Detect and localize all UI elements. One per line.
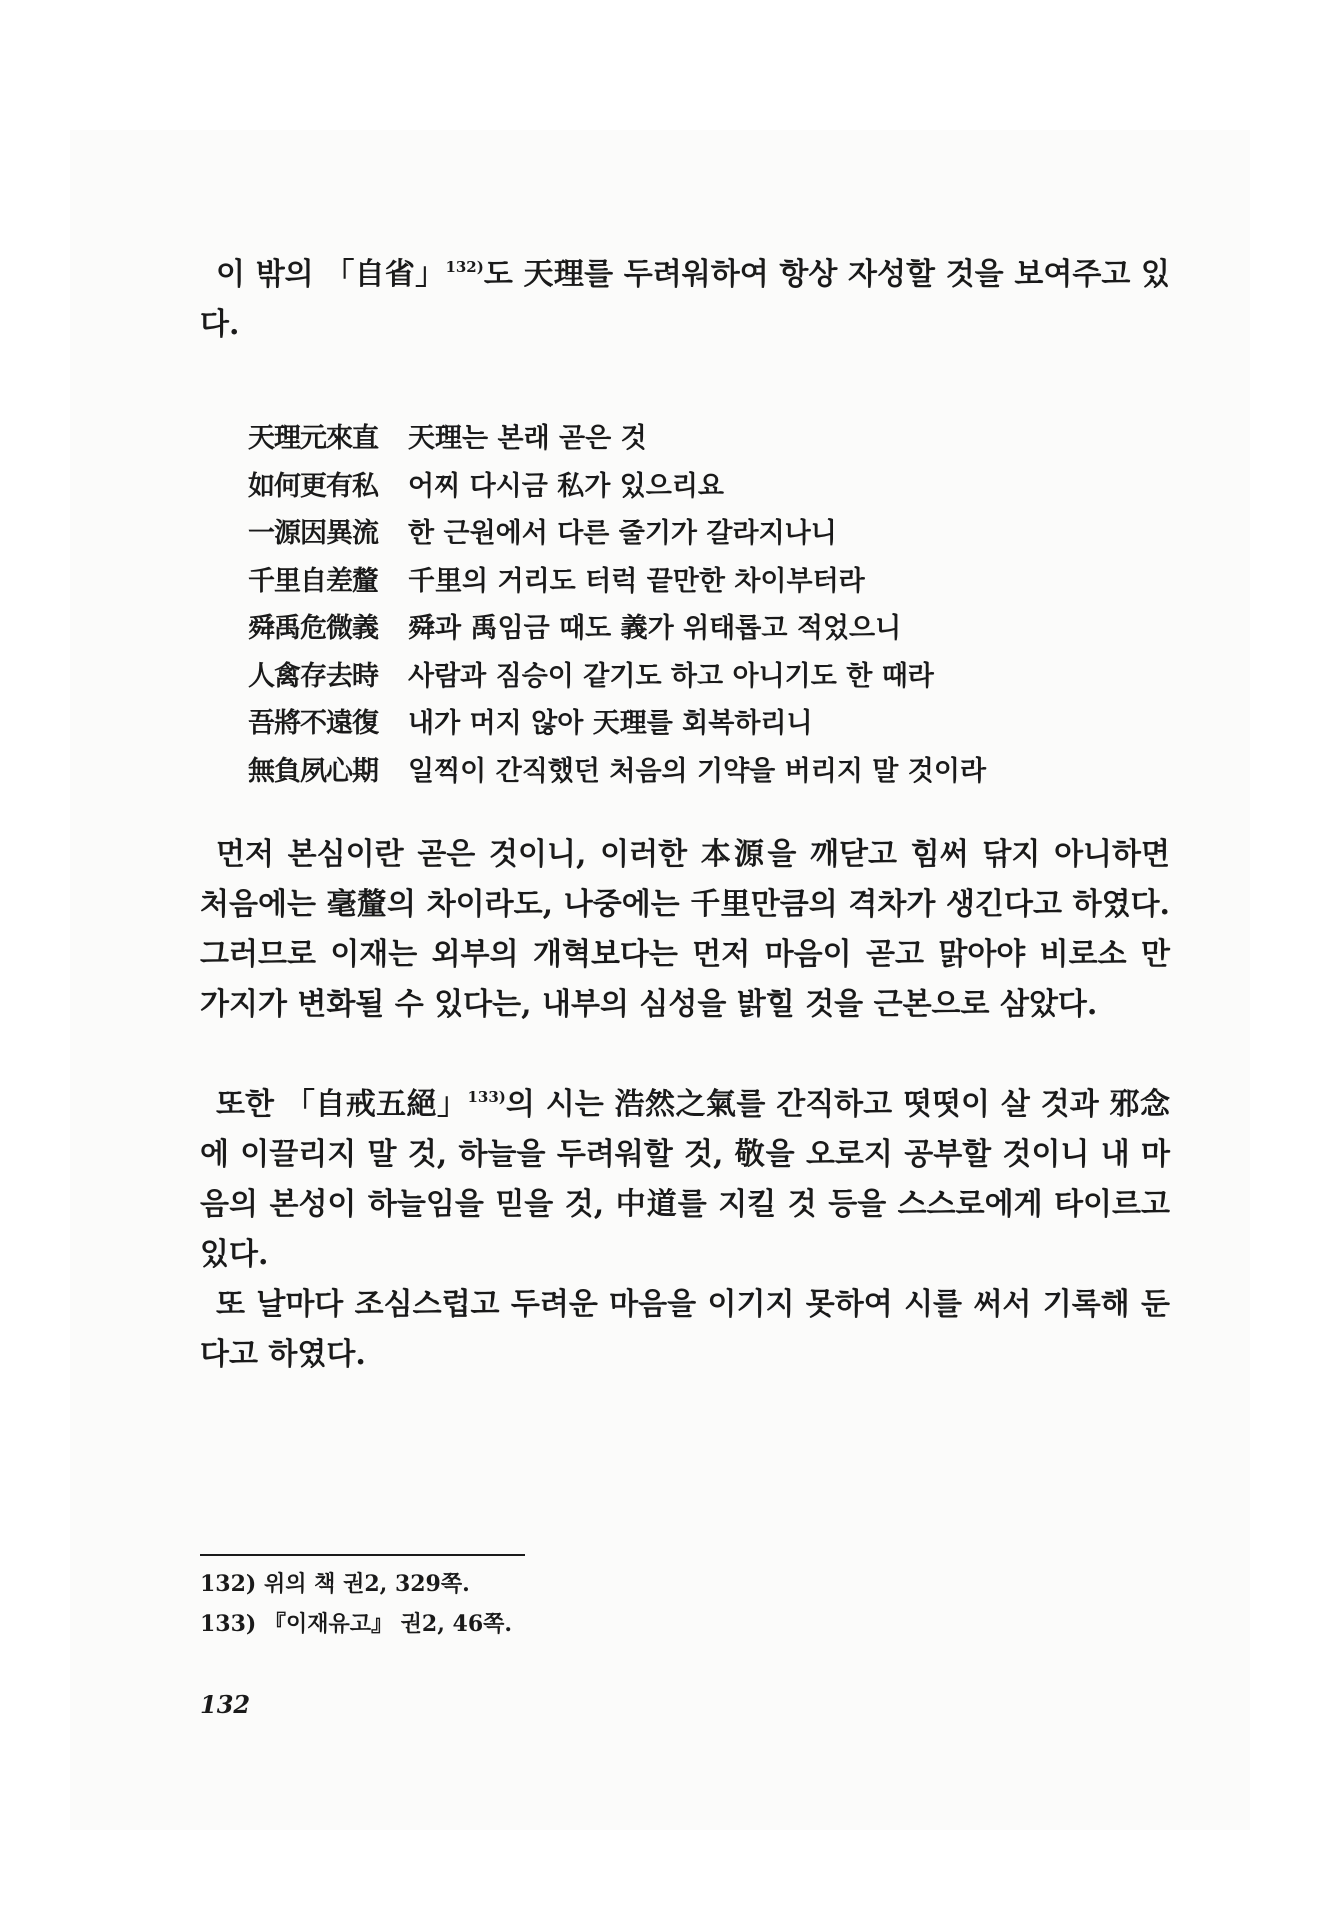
paragraph-2	[200, 1080, 1170, 1280]
poem-korean: 어찌 다시금 私가 있으리요	[408, 470, 725, 502]
poem-chinese: 千里自差釐	[248, 565, 378, 597]
paragraph-1: 먼저 본심이란 곧은 것이니, 이러한 本源을 깨닫고 힘써 닦지 아니하면 처음에는 毫釐의 차이라도, 나중에는 千里만큼의 격차가 생긴다고 하였다. 그러므로 이재는 외부의 개혁보다는 먼저 마음이 곧고 맑아야 비로소 만 가지가 변화될 수 있다는, 내부의 심성을 밝힐 것을 근본으로 삼았다.	[200, 837, 1170, 1022]
footnotes	[200, 1564, 512, 1644]
paragraph-2-start: 또한 「自戒五絕」	[216, 1087, 468, 1122]
poem-korean: 千里의 거리도 터럭 끝만한 차이부터라	[408, 565, 865, 597]
footnote-ref-133[interactable]: 133)	[467, 1088, 506, 1106]
poem-chinese: 無負夙心期	[248, 755, 378, 787]
page-number: 132	[200, 1690, 251, 1719]
footnote-ref-132[interactable]: 132)	[445, 258, 484, 276]
poem-korean: 舜과 禹임금 때도 義가 위태롭고 적었으니	[408, 613, 902, 645]
paragraph-3: 또 날마다 조심스럽고 두려운 마음을 이기지 못하여 시를 써서 기록해 둔다고 하였다.	[200, 1287, 1170, 1372]
poem-line	[248, 507, 1148, 555]
poem-korean: 내가 머지 않아 天理를 회복하리니	[408, 708, 813, 740]
poem-korean: 한 근원에서 다른 줄기가 갈라지나니	[408, 518, 837, 550]
poem-chinese: 如何更有私	[248, 470, 378, 502]
poem-line	[248, 650, 1148, 698]
intro-text-end: 도 天理를 두려워하여 항상 자성할 것을 보여주고 있다.	[200, 257, 1170, 342]
poem-chinese: 人禽存去時	[248, 660, 378, 692]
poem-line	[248, 412, 1148, 460]
intro-text-start: 이 밖의 「自省」	[216, 257, 446, 292]
poem-korean: 天理는 본래 곧은 것	[408, 423, 647, 455]
poem-korean: 사람과 짐승이 같기도 하고 아니기도 한 때라	[408, 660, 934, 692]
poem-line	[248, 460, 1148, 508]
poem-chinese: 舜禹危微義	[248, 613, 378, 645]
poem-chinese: 吾將不遠復	[248, 708, 378, 740]
paragraph-2-end: 의 시는 浩然之氣를 간직하고 떳떳이 살 것과 邪念에 이끌리지 말 것, 하늘을 두려워할 것, 敬을 오로지 공부할 것이니 내 마음의 본성이 하늘임을 믿을 것, 中道를 지킬 것 등을 스스로에게 타이르고 있다.	[200, 1087, 1170, 1272]
poem-block	[248, 412, 1148, 792]
footnote-133: 133) 『이재유고』 권2, 46쪽.	[200, 1611, 513, 1637]
poem-chinese: 一源因異流	[248, 518, 378, 550]
poem-line	[248, 555, 1148, 603]
intro-paragraph	[200, 250, 1170, 350]
poem-line	[248, 697, 1148, 745]
footnote-divider	[200, 1554, 525, 1556]
poem-line	[248, 745, 1148, 793]
footnote-132: 132) 위의 책 권2, 329쪽.	[200, 1571, 470, 1597]
poem-chinese: 天理元來直	[248, 423, 378, 455]
poem-korean: 일찍이 간직했던 처음의 기약을 버리지 말 것이라	[408, 755, 987, 787]
poem-line	[248, 602, 1148, 650]
